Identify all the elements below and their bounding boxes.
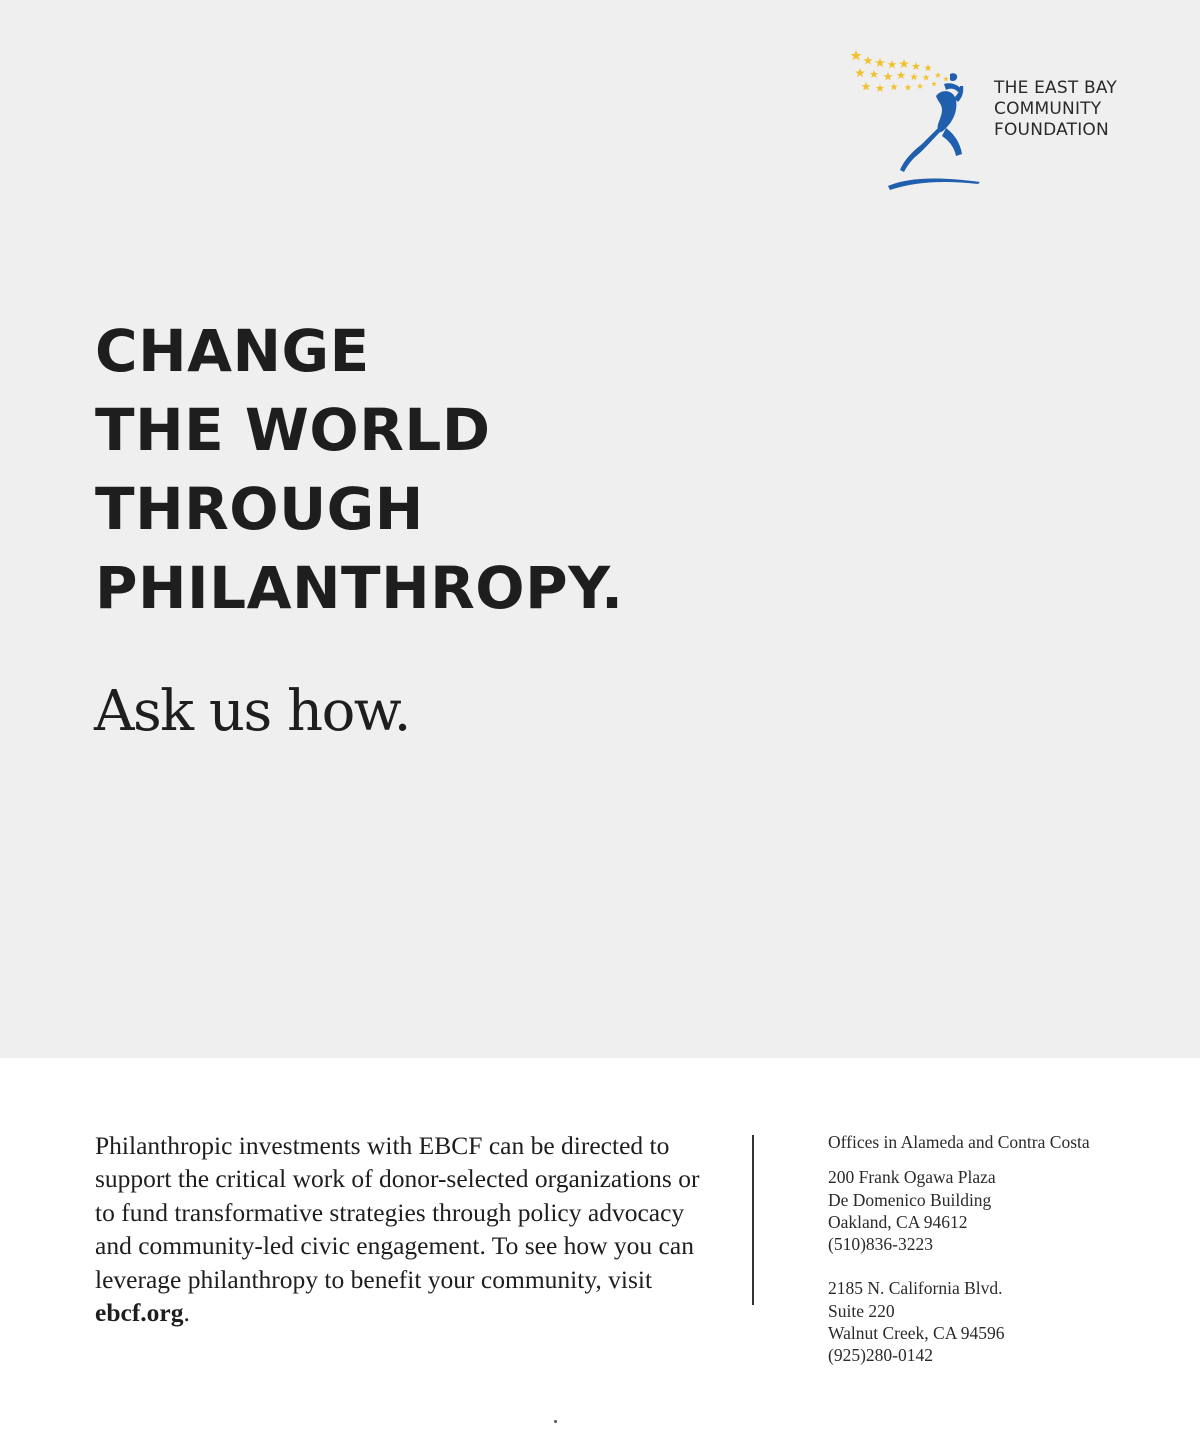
body-text: Philanthropic investments with EBCF can be directed to support the critical work of donor-selected organizations or to fund transformative strategies through policy advocacy and community-led civic engagement. To see how you can leverage philanthropy to benefit your community, visit	[95, 1131, 700, 1294]
address-line: Suite 220	[828, 1300, 895, 1321]
office-address-walnut-creek	[828, 1277, 1090, 1366]
body-end: .	[183, 1298, 190, 1328]
torch-runner-logo-icon	[846, 46, 986, 192]
logo-wordmark	[994, 78, 1117, 141]
address-line: Oakland, CA 94612	[828, 1211, 968, 1232]
logo-line: THE EAST BAY	[994, 78, 1118, 98]
headline-line: THE WORLD	[95, 396, 491, 464]
logo-line: FOUNDATION	[994, 120, 1109, 140]
body-copy	[95, 1129, 705, 1329]
tagline: Ask us how.	[94, 679, 410, 744]
headline-line: THROUGH	[95, 475, 424, 543]
office-address-oakland	[828, 1166, 1090, 1255]
headline-line: CHANGE	[95, 317, 370, 385]
logo-line: COMMUNITY	[994, 99, 1102, 119]
headline	[95, 312, 624, 628]
phone-number: (925)280-0142	[828, 1345, 933, 1366]
ebcf-logo	[846, 46, 1146, 192]
address-line: Walnut Creek, CA 94596	[828, 1323, 1005, 1344]
address-line: 200 Frank Ogawa Plaza	[828, 1167, 996, 1188]
footer-dot	[554, 1420, 557, 1423]
offices-heading: Offices in Alameda and Contra Costa	[828, 1132, 1090, 1152]
address-line: 2185 N. California Blvd.	[828, 1278, 1003, 1299]
website-link[interactable]: ebcf.org	[95, 1298, 184, 1328]
vertical-divider	[752, 1135, 754, 1305]
headline-line: PHILANTHROPY.	[95, 554, 624, 622]
phone-number: (510)836-3223	[828, 1234, 933, 1255]
address-line: De Domenico Building	[828, 1189, 992, 1210]
offices-block	[828, 1131, 1090, 1367]
